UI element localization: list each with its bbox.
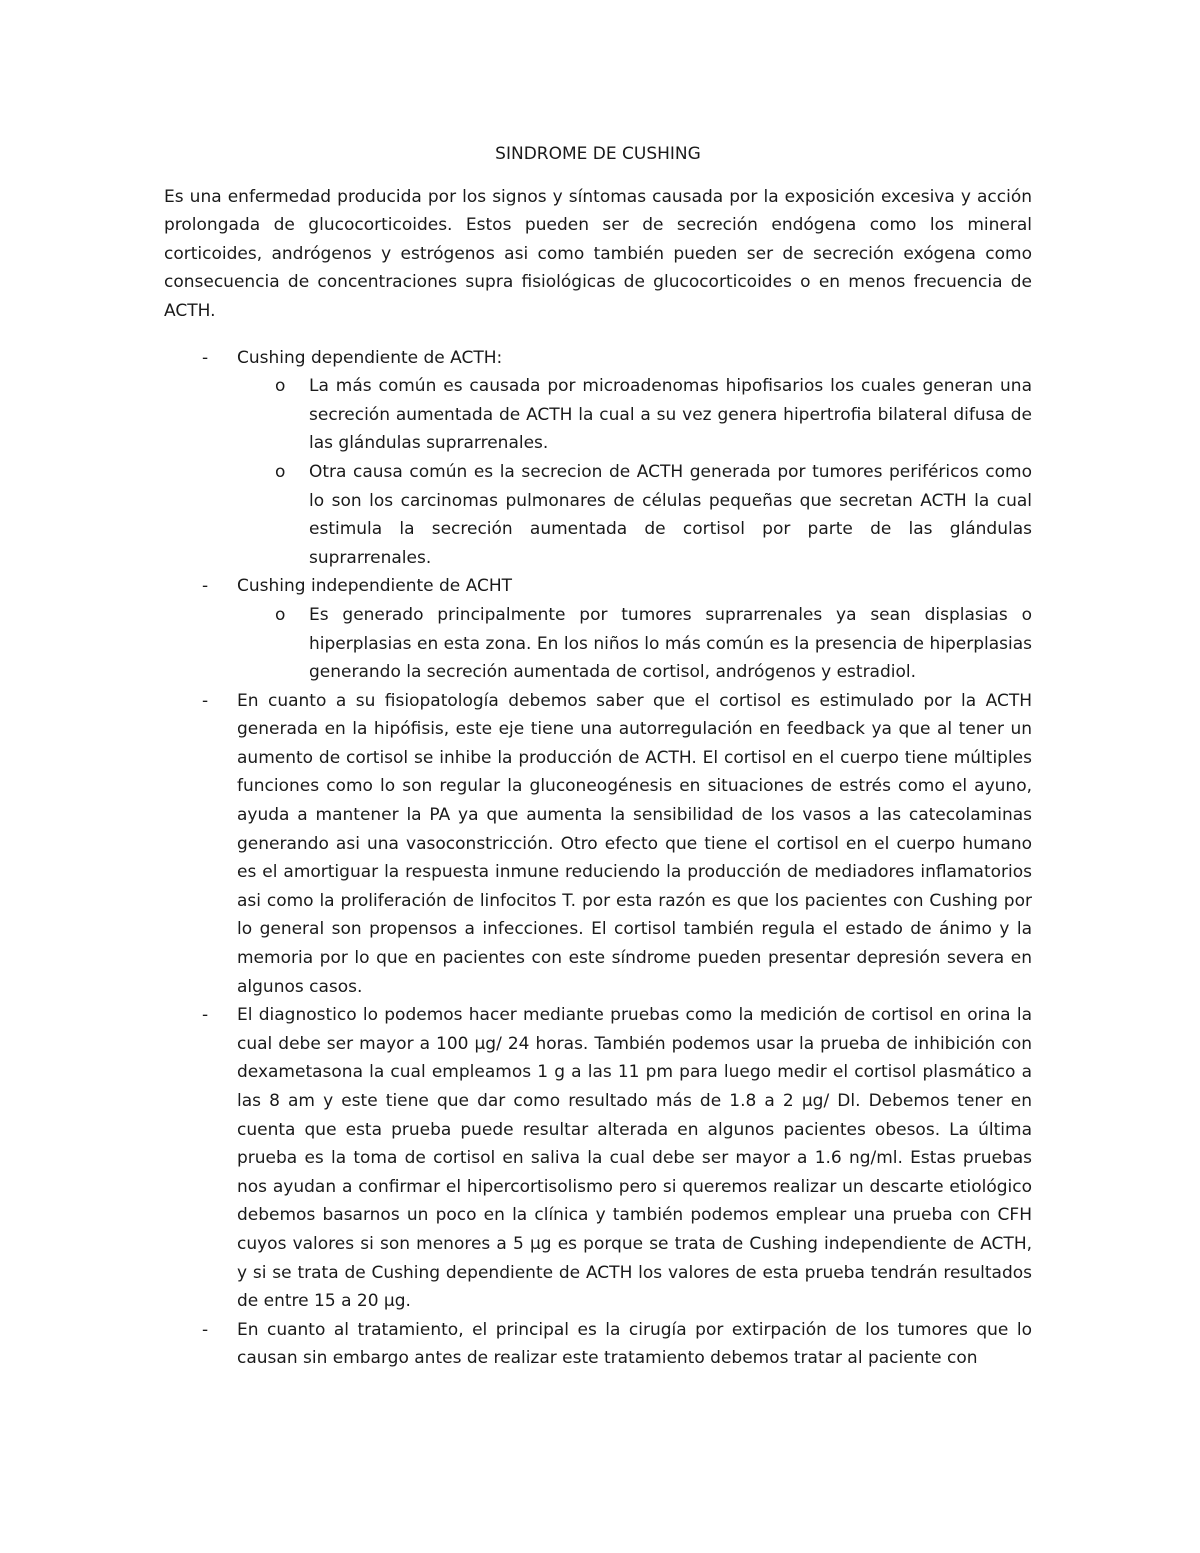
list-item-text: En cuanto a su fisiopatología debemos saber que el cortisol es estimulado por la ACTH generada en la hipófisis, este eje tiene una autorregulación en feedback ya que al tener un aumento de cortisol se inhibe la producción de ACTH. El cortisol en el cuerpo tiene múltiples funciones como lo son regular la gluconeogénesis en situaciones de estrés como el ayuno, ayuda a mantener la PA ya que aumenta la sensibilidad de los vasos a las catecolaminas generando asi una vasoconstricción. Otro efecto que tiene el cortisol en el cuerpo humano es el amortiguar la respuesta inmune reduciendo la producción de mediadores inflamatorios asi como la proliferación de linfocitos T. por esta razón es que los pacientes con Cushing por lo general son propensos a infecciones. El cortisol también regula el estado de ánimo y la memoria por lo que en pacientes con este síndrome pueden presentar depresión severa en algunos casos. xyxy=(237,690,1032,997)
intro-paragraph: Es una enfermedad producida por los signos y síntomas causada por la exposición excesiva y acción prolongada de glucocorticoides. Estos pueden ser de secreción endógena como los mineral corticoides, andrógenos y estrógenos asi como también pueden ser de secreción exógena como consecuencia de concentraciones supra fisiológicas de glucocorticoides o en menos frecuencia de ACTH. xyxy=(164,186,1032,321)
document-title: SINDROME DE CUSHING xyxy=(495,144,701,164)
dash-marker: - xyxy=(202,1319,209,1340)
sub-list-item-text: La más común es causada por microadenomas hipofisarios los cuales generan una secreción aumentada de ACTH la cual a su vez genera hipertrofia bilateral difusa de las glándulas suprarrenales. xyxy=(309,376,1032,454)
list-item xyxy=(164,687,1032,1002)
list-item-text: En cuanto al tratamiento, el principal es la cirugía por extirpación de los tumores que lo causan sin embargo antes de realizar este tratamiento debemos tratar al paciente con xyxy=(237,1319,1032,1369)
sub-list-item xyxy=(237,372,1032,458)
dash-marker: - xyxy=(202,347,209,368)
bullet-marker: o xyxy=(275,604,286,625)
sub-list xyxy=(237,601,1032,687)
list-item-text: El diagnostico lo podemos hacer mediante pruebas como la medición de cortisol en orina la cual debe ser mayor a 100 µg/ 24 horas. También podemos usar la prueba de inhibición con dexametasona la cual empleamos 1 g a las 11 pm para luego medir el cortisol plasmático a las 8 am y este tiene que dar como resultado más de 1.8 a 2 µg/ Dl. Debemos tener en cuenta que esta prueba puede resultar alterada en algunos pacientes obesos. La última prueba es la toma de cortisol en saliva la cual debe ser mayor a 1.6 ng/ml. Estas pruebas nos ayudan a confirmar el hipercortisolismo pero si queremos realizar un descarte etiológico debemos basarnos un poco en la clínica y también podemos emplear una prueba con CFH cuyos valores si son menores a 5 µg es porque se trata de Cushing independiente de ACTH, y si se trata de Cushing dependiente de ACTH los valores de esta prueba tendrán resultados de entre 15 a 20 µg. xyxy=(237,1005,1032,1312)
dash-marker: - xyxy=(202,576,209,597)
sub-list-item-text: Otra causa común es la secrecion de ACTH generada por tumores periféricos como lo son los carcinomas pulmonares de células pequeñas que secretan ACTH la cual estimula la secreción aumentada de cortisol por parte de las glándulas suprarrenales. xyxy=(309,461,1032,568)
sub-list-item xyxy=(237,458,1032,572)
bullet-marker: o xyxy=(275,461,286,482)
list-item-text: Cushing dependiente de ACTH: xyxy=(237,347,503,368)
list-item xyxy=(164,1001,1032,1316)
sub-list xyxy=(237,372,1032,572)
document-page xyxy=(164,140,1032,1373)
dash-marker: - xyxy=(202,690,209,711)
sub-list-item-text: Es generado principalmente por tumores suprarrenales ya sean displasias o hiperplasias en esta zona. En los niños lo más común es la presencia de hiperplasias generando la secreción aumentada de cortisol, andrógenos y estradiol. xyxy=(309,604,1032,683)
list-item-text: Cushing independiente de ACHT xyxy=(237,576,513,597)
list-item xyxy=(164,344,1032,573)
list-item xyxy=(164,1316,1032,1373)
sub-list-item xyxy=(237,601,1032,687)
list-item xyxy=(164,572,1032,686)
dash-marker: - xyxy=(202,1005,209,1026)
bullet-marker: o xyxy=(275,376,286,397)
main-list xyxy=(164,344,1032,1373)
